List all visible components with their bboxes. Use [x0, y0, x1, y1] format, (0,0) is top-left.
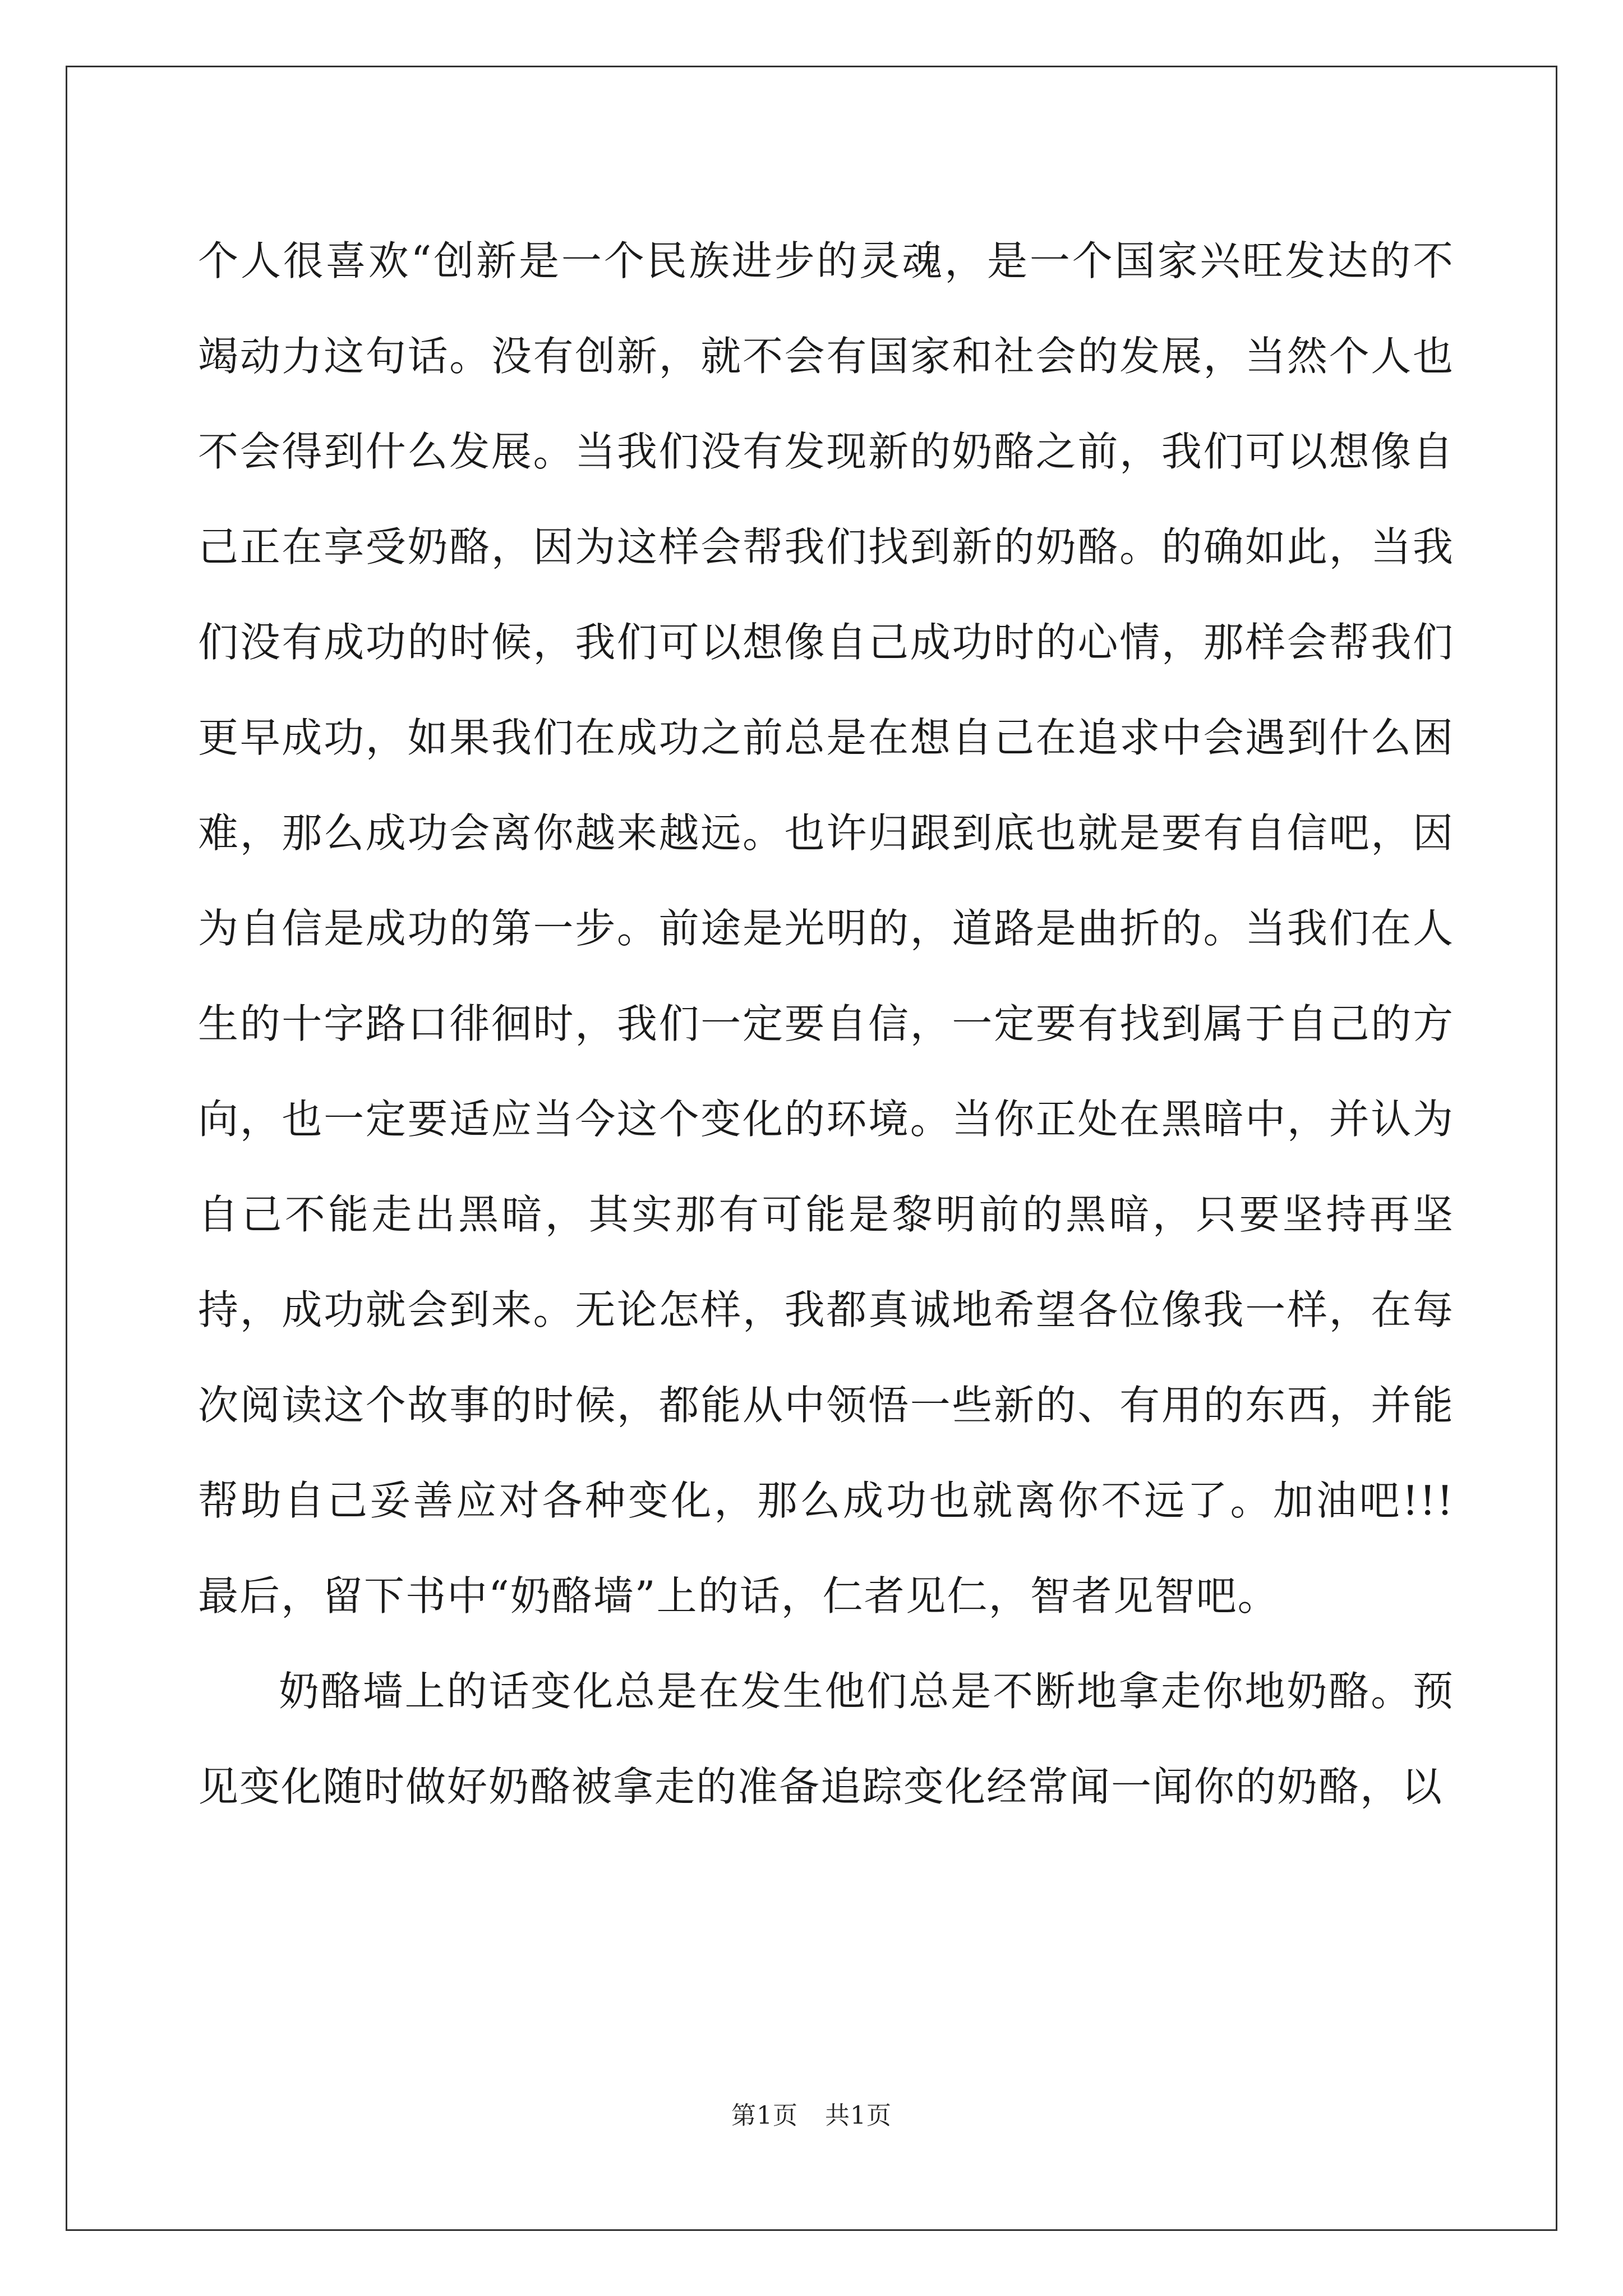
paragraph-1: 个人很喜欢“创新是一个民族进步的灵魂，是一个国家兴旺发达的不竭动力这句话。没有创新，就不会有国家和社会的发展，当然个人也不会得到什么发展。当我们没有发现新的奶酪之前，我们可以想像自己正在享受奶酪，因为这样会帮我们找到新的奶酪。的确如此，当我们没有成功的时候，我们可以想像自己成功时的心情，那样会帮我们更早成功，如果我们在成功之前总是在想自己在追求中会遇到什么困难，那么成功会离你越来越远。也许归跟到底也就是要有自信吧，因为自信是成功的第一步。前途是光明的，道路是曲折的。当我们在人生的十字路口徘徊时，我们一定要自信，一定要有找到属于自己的方向，也一定要适应当今这个变化的环境。当你正处在黑暗中，并认为自己不能走出黑暗，其实那有可能是黎明前的黑暗，只要坚持再坚持，成功就会到来。无论怎样，我都真诚地希望各位像我一样，在每次阅读这个故事的时候，都能从中领悟一些新的、有用的东西，并能帮助自己妥善应对各种变化，那么成功也就离你不远了。加油吧!!! 最后，留下书中“奶酪墙”上的话，仁者见仁，智者见智吧。	[198, 237, 1454, 1619]
page-number-current: 第1页	[731, 2101, 798, 2130]
paragraph-2: 奶酪墙上的话变化总是在发生他们总是不断地拿走你地奶酪。预见变化随时做好奶酪被拿走的准备追踪变化经常闻一闻你的奶酪，以	[198, 1668, 1454, 1810]
page-footer	[0, 2095, 1623, 2131]
page-number-total: 共1页	[825, 2101, 892, 2130]
document-body	[198, 213, 1454, 1834]
